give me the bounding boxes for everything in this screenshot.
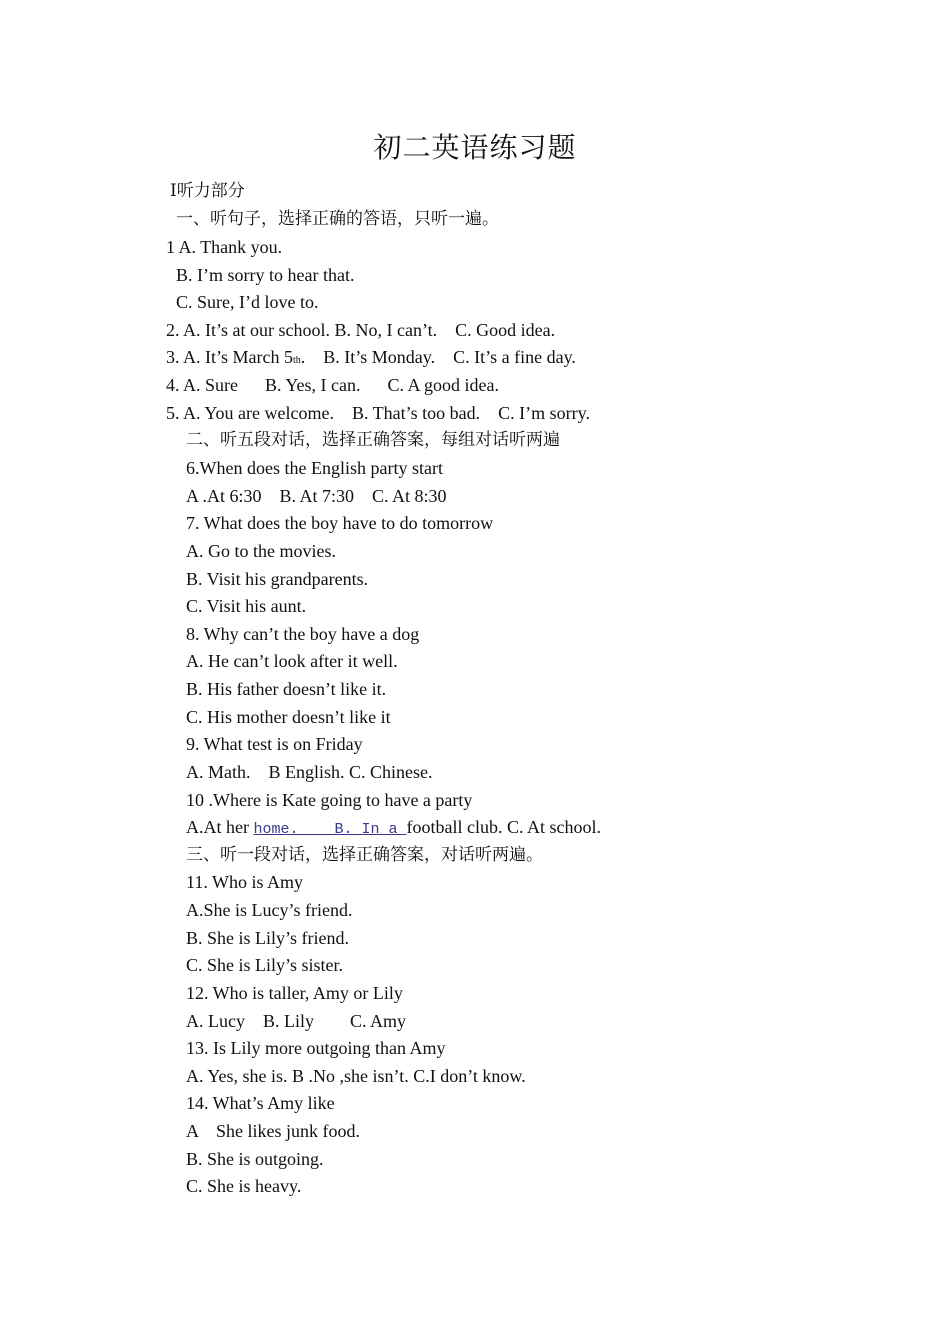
page-title: 初二英语练习题 [373, 131, 577, 164]
q7-option-a: A. Go to the movies. [186, 541, 336, 561]
q9-options: A. Math. B English. C. Chinese. [186, 762, 433, 782]
section-1-heading: 一、听句子，选择正确的答语，只听一遍。 [176, 209, 499, 229]
q10-question: 10 .Where is Kate going to have a party [186, 790, 473, 810]
q7-option-c: C. Visit his aunt. [186, 596, 307, 616]
q3-rest: . B. It’s Monday. C. It’s a fine day. [300, 347, 576, 367]
section-3-heading: 三、听一段对话，选择正确答案，对话听两遍。 [186, 845, 543, 865]
q8-option-b: B. His father doesn’t like it. [186, 679, 387, 699]
q7-option-b: B. Visit his grandparents. [186, 569, 369, 589]
q8-option-c: C. His mother doesn’t like it [186, 707, 391, 727]
q10-options [186, 816, 601, 841]
q1-option-a: 1 A. Thank you. [166, 237, 283, 257]
q13-question: 13. Is Lily more outgoing than Amy [186, 1038, 446, 1058]
q7-question: 7. What does the boy have to do tomorrow [186, 513, 494, 533]
q3-option-a: 3. A. It’s March 5 [166, 347, 293, 367]
q14-option-b: B. She is outgoing. [186, 1149, 324, 1169]
q11-option-b: B. She is Lily’s friend. [186, 928, 349, 948]
q1-option-c: C. Sure, I’d love to. [176, 292, 319, 312]
q9-question: 9. What test is on Friday [186, 734, 363, 754]
q12-question: 12. Who is taller, Amy or Lily [186, 983, 403, 1003]
q10-rest: football club. C. At school. [406, 817, 601, 837]
q11-option-c: C. She is Lily’s sister. [186, 955, 344, 975]
q1-option-b: B. I’m sorry to hear that. [176, 265, 355, 285]
part-heading: Ⅰ听力部分 [170, 181, 245, 201]
q6-options: A .At 6:30 B. At 7:30 C. At 8:30 [186, 486, 447, 506]
q13-options: A. Yes, she is. B .No ,she isn’t. C.I don’t know. [186, 1066, 526, 1086]
section-2-heading: 二、听五段对话，选择正确答案，每组对话听两遍 [186, 430, 560, 450]
q5-options: 5. A. You are welcome. B. That’s too bad. C. I’m sorry. [166, 403, 590, 423]
q11-option-a: A.She is Lucy’s friend. [186, 900, 353, 920]
q8-question: 8. Why can’t the boy have a dog [186, 624, 420, 644]
q12-options: A. Lucy B. Lily C. Amy [186, 1011, 406, 1031]
q3-options [166, 346, 576, 372]
q10-option-a: A.At her [186, 817, 254, 837]
q14-question: 14. What’s Amy like [186, 1093, 335, 1113]
q6-question: 6.When does the English party start [186, 458, 443, 478]
q4-options: 4. A. Sure B. Yes, I can. C. A good idea. [166, 375, 499, 395]
q2-options: 2. A. It’s at our school. B. No, I can’t. C. Good idea. [166, 320, 556, 340]
q8-option-a: A. He can’t look after it well. [186, 651, 398, 671]
q14-option-c: C. She is heavy. [186, 1176, 302, 1196]
q14-option-a: A She likes junk food. [186, 1121, 360, 1141]
q11-question: 11. Who is Amy [186, 872, 304, 892]
q10-link[interactable]: home. B. In a [253, 821, 407, 838]
ordinal-suffix: th [292, 355, 301, 366]
